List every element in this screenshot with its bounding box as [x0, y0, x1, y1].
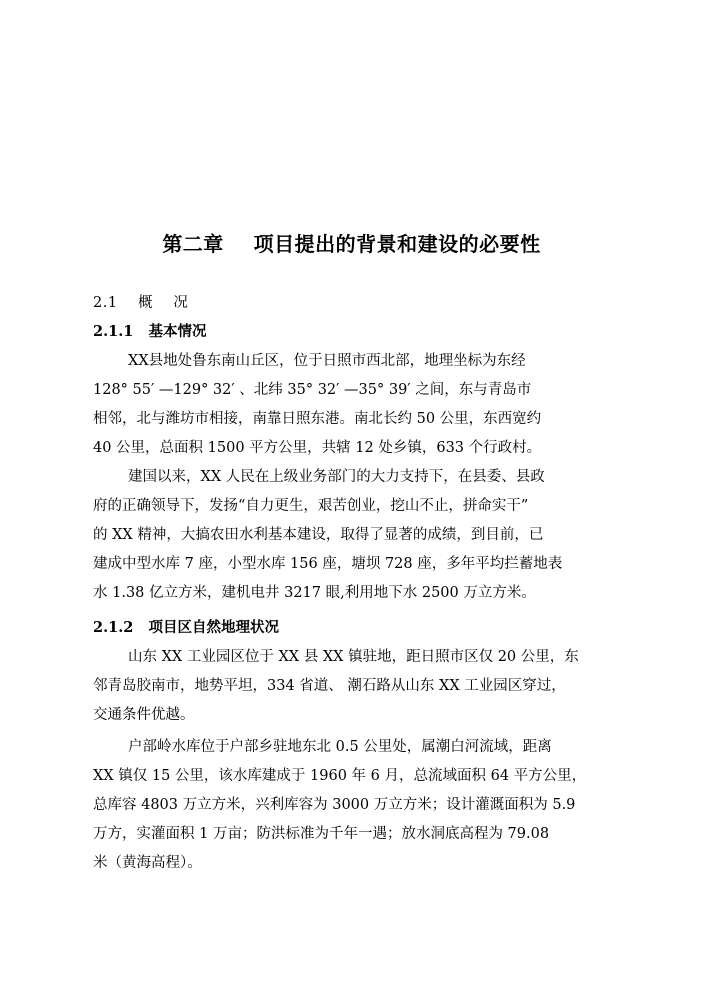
section-heading-2-1-2: 2.1.2 项目区自然地理状况 [93, 619, 280, 636]
paragraph-line: 水 1.38 亿立方米，建机电井 3217 眼,利用地下水 2500 万立方米。 [93, 585, 536, 601]
paragraph-line: 交通条件优越。 [93, 707, 195, 723]
chapter-title: 第二章 项目提出的背景和建设的必要性 [162, 232, 541, 256]
paragraph-line: 128° 55′ —129° 32′ 、北纬 35° 32′ —35° 39′ 之间，东与青岛市 [93, 382, 532, 398]
paragraph-line: 邻青岛胶南市，地势平坦，334 省道、 潮石路从山东 XX 工业园区穿过， [93, 678, 566, 694]
paragraph-line: 户部岭水库位于户部乡驻地东北 0.5 公里处，属潮白河流域，距离 [128, 739, 552, 755]
paragraph-line: 米（黄海高程）。 [93, 855, 202, 871]
paragraph-line: 府的正确领导下，发扬“自力更生，艰苦创业，挖山不止，拼命实干” [93, 498, 529, 514]
paragraph-line: 相邻，北与潍坊市相接，南靠日照东港。南北长约 50 公里，东西宽约 [93, 411, 542, 427]
paragraph-line: 山东 XX 工业园区位于 XX 县 XX 镇驻地，距日照市区仅 20 公里，东 [128, 649, 579, 665]
paragraph-line: 建国以来，XX 人民在上级业务部门的大力支持下，在县委、县政 [128, 469, 545, 485]
paragraph-line: 总库容 4803 万立方米，兴利库容为 3000 万立方米；设计灌溉面积为 5.9 [93, 797, 576, 813]
paragraph-line: 建成中型水库 7 座，小型水库 156 座，塘坝 728 座，多年平均拦蓄地表 [93, 556, 563, 572]
paragraph-line: 40 公里，总面积 1500 平方公里，共辖 12 处乡镇，633 个行政村。 [93, 440, 542, 456]
paragraph-line: XX 镇仅 15 公里，该水库建成于 1960 年 6 月，总流域面积 64 平方公里， [93, 768, 587, 784]
section-heading-2-1: 2.1 概 况 [93, 295, 189, 311]
paragraph-line: XX县地处鲁东南山丘区，位于日照市西北部，地理坐标为东经 [128, 353, 526, 369]
paragraph-line: 的 XX 精神，大搞农田水利基本建设，取得了显著的成绩，到目前，已 [93, 527, 544, 543]
section-heading-2-1-1: 2.1.1 基本情况 [93, 323, 207, 340]
paragraph-line: 万方，实灌面积 1 万亩；防洪标准为千年一遇；放水洞底高程为 79.08 [93, 826, 550, 842]
